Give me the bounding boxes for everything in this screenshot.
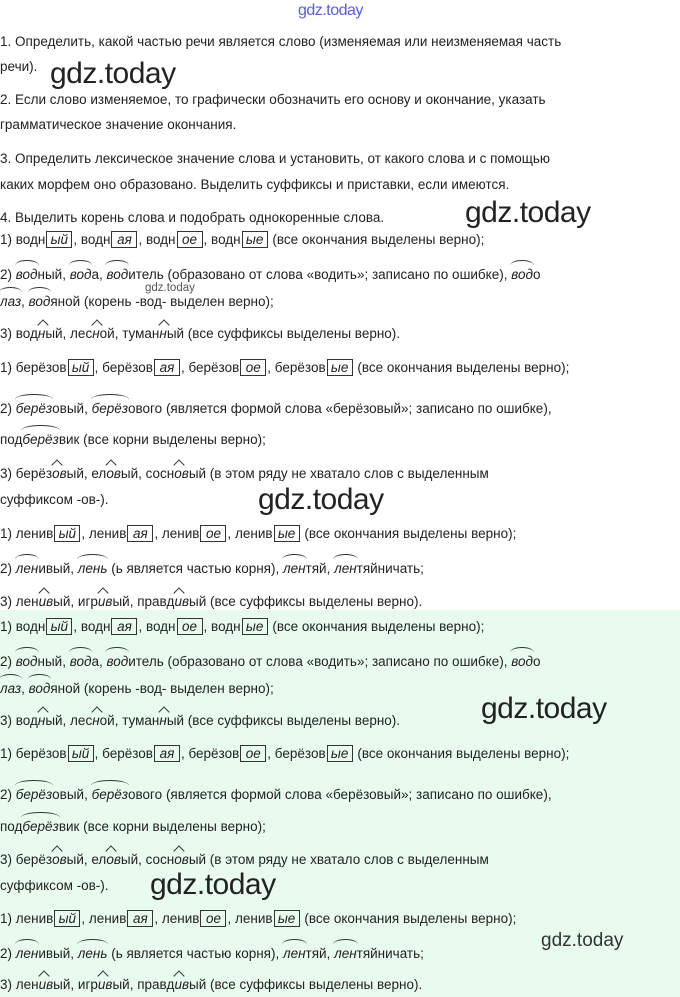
watermark-tiny: gdz.today: [145, 282, 195, 294]
suffix-row-ov: 3) берёзовый, еловый, сосновый (в этом ряду не хватало слов с выделенным: [0, 852, 489, 867]
roots-row-vod-2: лаз, водяной (корень -вод- выделен верно);: [0, 681, 274, 696]
suffix-row-n: 3) водный, лесной, туманный (все суффиксы выделены верно).: [0, 713, 401, 728]
endings-row-beryoz: 1) берёзов ый , берёзов ая , берёзов ое , берёзов ые (все окончания выделены верно);: [0, 746, 570, 761]
watermark: gdz.today: [258, 483, 384, 516]
endings-row-beryoz: 1) берёзов ый , берёзов ая , берёзов ое , берёзов ые (все окончания выделены верно);: [0, 360, 570, 375]
endings-row-leniv: 1) ленив ый , ленив ая , ленив ое , ленив ые (все окончания выделены верно);: [0, 526, 517, 541]
watermark: gdz.today: [50, 57, 176, 90]
instruction-line: грамматическое значение окончания.: [0, 117, 237, 132]
suffix-row-iv: 3) ленивый, игривый, правдивый (все суффиксы выделены верно).: [0, 977, 423, 992]
instruction-line: каких морфем оно образовано. Выделить суффиксы и приставки, если имеются.: [0, 177, 510, 192]
watermark-top: gdz.today: [298, 2, 363, 19]
watermark: gdz.today: [150, 868, 276, 901]
endings-row-vod: 1) водн ый , водн ая , водн ое , водн ые (все окончания выделены верно);: [0, 232, 485, 247]
roots-row-vod-2: лаз, водяной (корень -вод- выделен верно);: [0, 294, 274, 309]
roots-row-len: 2) ленивый, лень (ь является частью корня), лентяй, лентяйничать;: [0, 561, 424, 576]
instruction-line: 2. Если слово изменяемое, то графически обозначить его основу и окончание, указать: [0, 92, 546, 107]
endings-row-vod: 1) водн ый , водн ая , водн ое , водн ые (все окончания выделены верно);: [0, 619, 485, 634]
endings-row-leniv: 1) ленив ый , ленив ая , ленив ое , ленив ые (все окончания выделены верно);: [0, 911, 517, 926]
roots-row-beryoz: 2) берёзовый, берёзового (является формой слова «берёзовый»; записано по ошибке),: [0, 401, 552, 416]
suffix-row-iv: 3) ленивый, игривый, правдивый (все суффиксы выделены верно).: [0, 594, 423, 609]
roots-row-beryoz: 2) берёзовый, берёзового (является формой слова «берёзовый»; записано по ошибке),: [0, 787, 552, 802]
instruction-line: 4. Выделить корень слова и подобрать однокоренные слова.: [0, 210, 385, 225]
instruction-line: речи).: [0, 59, 38, 74]
roots-row-vod: 2) водный, вода, водитель (образовано от слова «водить»; записано по ошибке), водо: [0, 654, 541, 669]
watermark: gdz.today: [481, 692, 607, 725]
suffix-row-ov-2: суффиксом -ов-).: [0, 878, 109, 893]
instruction-line: 3. Определить лексическое значение слова и установить, от какого слова и с помощью: [0, 151, 551, 166]
roots-row-beryoz-2: подберёзвик (все корни выделены верно);: [0, 432, 266, 447]
roots-row-beryoz-2: подберёзвик (все корни выделены верно);: [0, 819, 266, 834]
suffix-row-ov: 3) берёзовый, еловый, сосновый (в этом ряду не хватало слов с выделенным: [0, 466, 489, 481]
roots-row-len: 2) ленивый, лень (ь является частью корня), лентяй, лентяйничать;: [0, 946, 424, 961]
watermark-small: gdz.today: [541, 930, 624, 951]
instruction-line: 1. Определить, какой частью речи является слово (изменяемая или неизменяемая часть: [0, 34, 562, 49]
suffix-row-n: 3) водный, лесной, туманный (все суффиксы выделены верно).: [0, 326, 401, 341]
roots-row-vod: 2) водный, вода, водитель (образовано от слова «водить»; записано по ошибке), водо: [0, 267, 541, 282]
watermark: gdz.today: [465, 196, 591, 229]
suffix-row-ov-2: суффиксом -ов-).: [0, 492, 109, 507]
